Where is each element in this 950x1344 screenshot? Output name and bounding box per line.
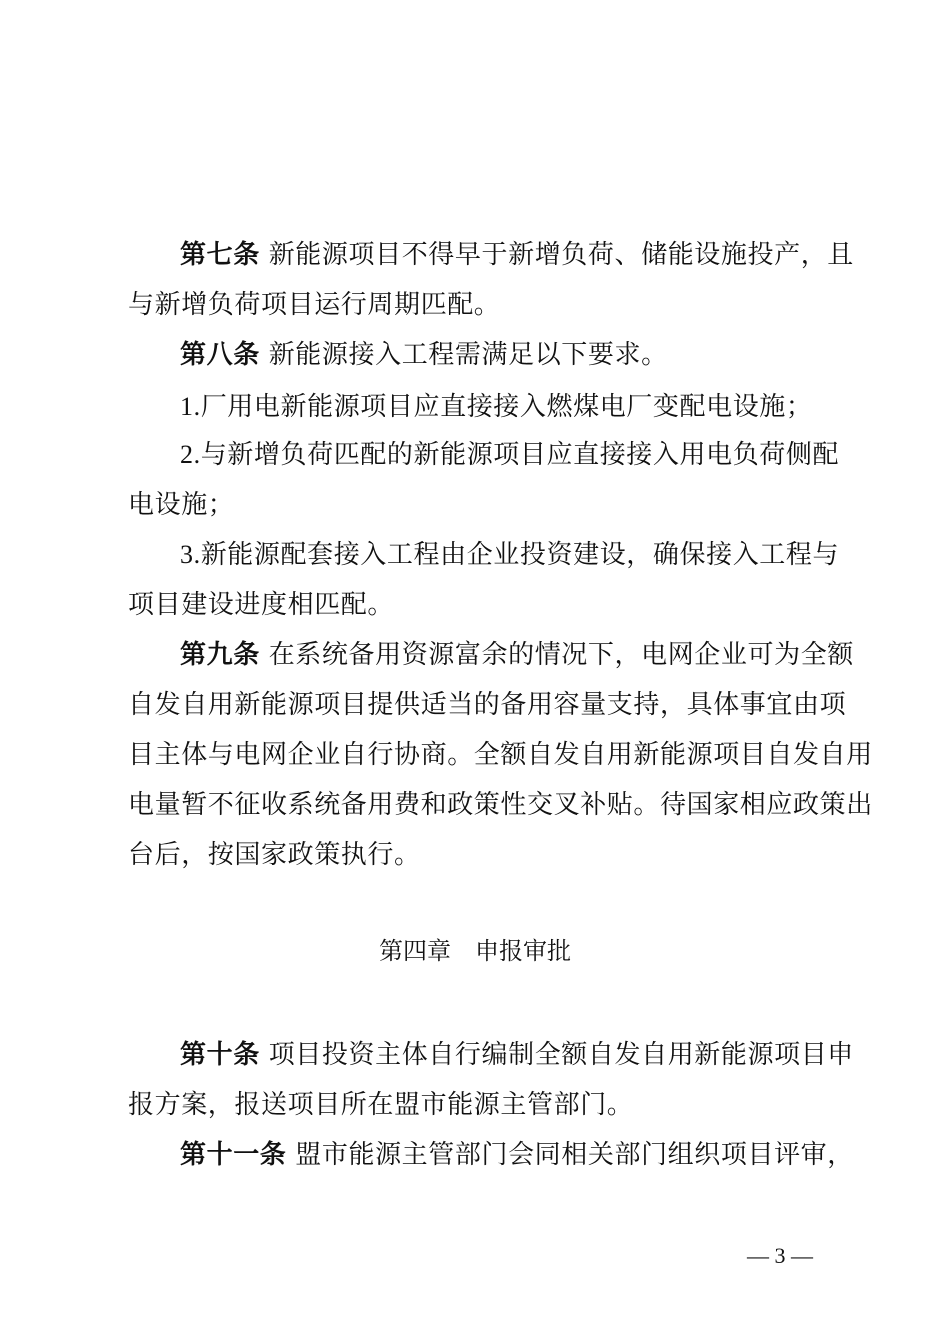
article-8-item-2 <box>180 438 840 472</box>
article-9-line-1 <box>180 638 854 672</box>
article-9-line-5: 台后，按国家政策执行。 <box>128 840 421 870</box>
article-11-line-1 <box>180 1138 854 1172</box>
item-3-text: 新能源配套接入工程由企业投资建设，确保接入工程与 <box>200 540 840 570</box>
article-9-label: 第九条 <box>180 640 260 670</box>
item-2-number: 2. <box>180 440 201 469</box>
chapter-heading: 第四章 申报审批 <box>379 937 571 965</box>
item-3-number: 3. <box>180 540 201 569</box>
page-number: — 3 — <box>747 1243 813 1268</box>
item-2-text: 与新增负荷匹配的新能源项目应直接接入用电负荷侧配 <box>200 440 840 470</box>
item-1-number: 1. <box>180 392 201 421</box>
article-8-item-3 <box>180 538 840 572</box>
article-9-line-2: 自发自用新能源项目提供适当的备用容量支持，具体事宜由项 <box>128 690 847 720</box>
article-8-label: 第八条 <box>180 340 260 370</box>
article-8-text: 新能源接入工程需满足以下要求。 <box>268 340 668 370</box>
article-10-text: 项目投资主体自行编制全额自发自用新能源项目申 <box>268 1040 854 1070</box>
article-7-text: 新能源项目不得早于新增负荷、储能设施投产，且 <box>268 240 854 270</box>
article-9-line-4: 电量暂不征收系统备用费和政策性交叉补贴。待国家相应政策出 <box>128 790 873 820</box>
article-10-line-2: 报方案，报送项目所在盟市能源主管部门。 <box>128 1090 634 1120</box>
article-11-text: 盟市能源主管部门会同相关部门组织项目评审， <box>295 1140 854 1170</box>
article-7-label: 第七条 <box>180 240 260 270</box>
article-7-line-1 <box>180 238 854 272</box>
article-8-item-2-cont: 电设施； <box>128 490 235 520</box>
article-8-line-1 <box>180 338 832 372</box>
item-1-text: 厂用电新能源项目应直接接入燃煤电厂变配电设施； <box>200 392 813 422</box>
article-9-line-3: 目主体与电网企业自行协商。全额自发自用新能源项目自发自用 <box>128 740 873 770</box>
article-9-text: 在系统备用资源富余的情况下，电网企业可为全额 <box>268 640 854 670</box>
article-8-item-3-cont: 项目建设进度相匹配。 <box>128 590 395 620</box>
article-8-item-1 <box>180 390 832 424</box>
article-11-label: 第十一条 <box>180 1140 287 1170</box>
article-7-line-2: 与新增负荷项目运行周期匹配。 <box>128 290 501 320</box>
article-10-line-1 <box>180 1038 854 1072</box>
article-10-label: 第十条 <box>180 1040 260 1070</box>
